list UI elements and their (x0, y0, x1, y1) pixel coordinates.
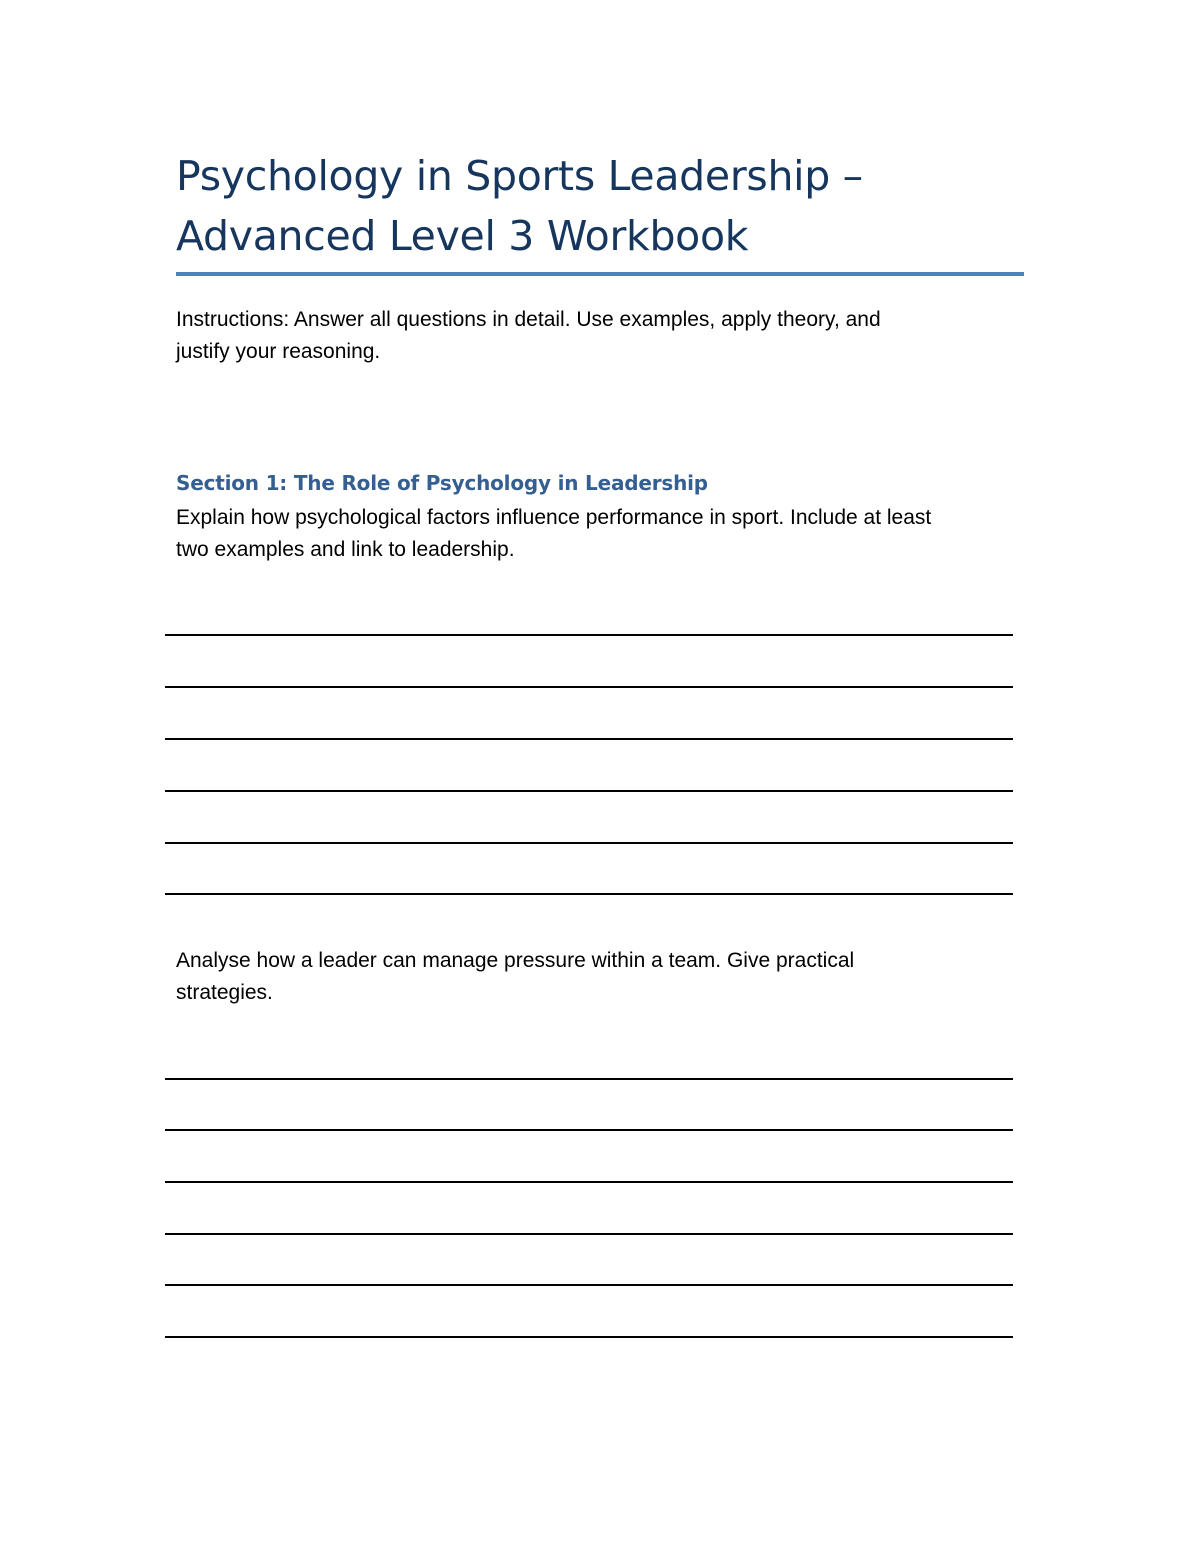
answer-line[interactable] (165, 738, 1013, 740)
answer-line[interactable] (165, 893, 1013, 895)
instructions-line-1: Instructions: Answer all questions in detail. Use examples, apply theory, and (176, 308, 881, 331)
question-2-line-2: strategies. (176, 981, 273, 1004)
answer-line[interactable] (165, 1181, 1013, 1183)
answer-line[interactable] (165, 1284, 1013, 1286)
document-title (176, 146, 1026, 266)
title-underline-rule (176, 272, 1024, 276)
question-1-line-1: Explain how psychological factors influence performance in sport. Include at least (176, 506, 932, 529)
answer-line[interactable] (165, 686, 1013, 688)
answer-line[interactable] (165, 790, 1013, 792)
answer-line[interactable] (165, 1336, 1013, 1338)
answer-line[interactable] (165, 1233, 1013, 1235)
answer-line[interactable] (165, 842, 1013, 844)
section-1-heading: Section 1: The Role of Psychology in Leadership (176, 471, 708, 495)
question-2-line-1: Analyse how a leader can manage pressure within a team. Give practical (176, 949, 855, 972)
question-1-prompt (176, 502, 931, 566)
answer-line[interactable] (165, 1078, 1013, 1080)
instructions-text (176, 304, 881, 368)
question-2-prompt (176, 945, 854, 1009)
answer-line[interactable] (165, 634, 1013, 636)
answer-line[interactable] (165, 1129, 1013, 1131)
document-title-line-1: Psychology in Sports Leadership – (176, 152, 863, 200)
document-title-line-2: Advanced Level 3 Workbook (176, 212, 749, 260)
question-1-line-2: two examples and link to leadership. (176, 538, 515, 561)
instructions-line-2: justify your reasoning. (176, 340, 381, 363)
